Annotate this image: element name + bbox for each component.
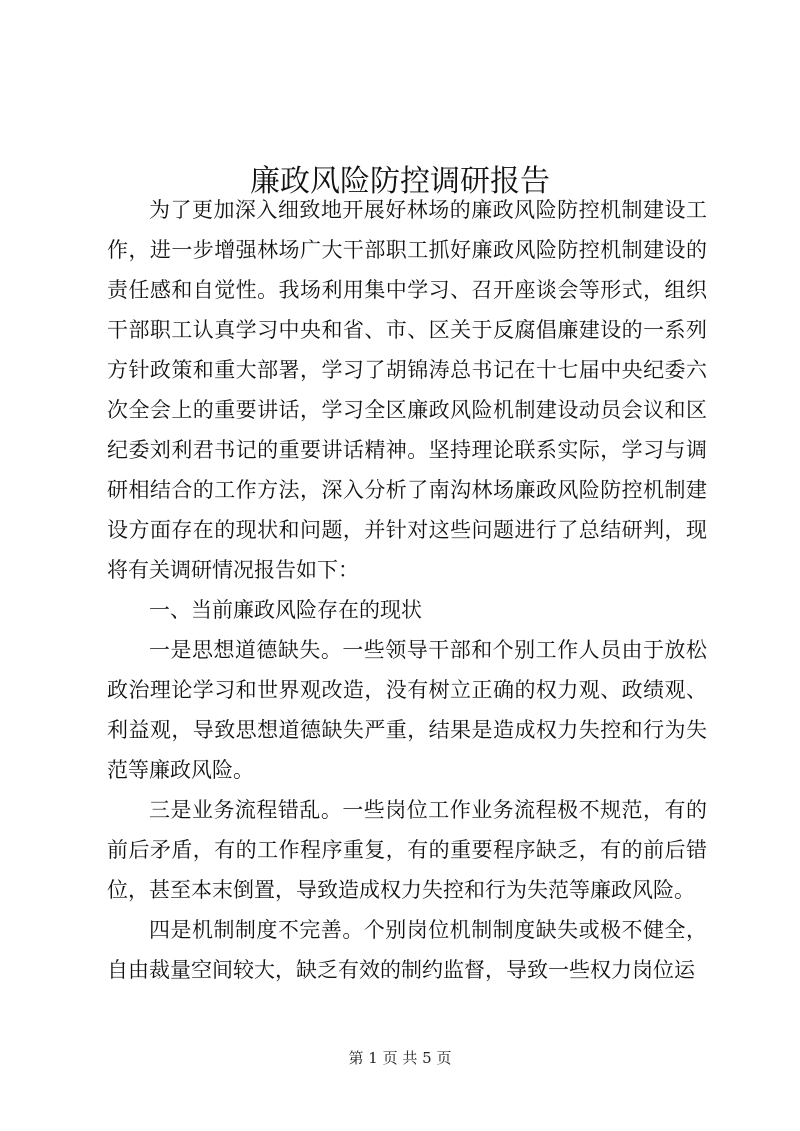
document-title: 廉政风险防控调研报告: [250, 164, 550, 200]
paragraph-point-3: 三是业务流程错乱。一些岗位工作业务流程极不规范，有的前后矛盾，有的工作程序重复，有的重要程序缺乏，有的前后错位，甚至本末倒置，导致造成权力失控和行为失范等廉政风险。: [107, 798, 707, 902]
document-body: [107, 190, 707, 990]
paragraph-point-1: 一是思想道德缺失。一些领导干部和个别工作人员由于放松政治理论学习和世界观改造，没有树立正确的权力观、政绩观、利益观，导致思想道德缺失严重，结果是造成权力失控和行为失范等廉政风险。: [107, 638, 707, 782]
paragraph-point-4: 四是机制制度不完善。个别岗位机制制度缺失或极不健全，自由裁量空间较大，缺乏有效的制约监督，导致一些权力岗位运: [107, 918, 707, 982]
section-heading: 一、当前廉政风险存在的现状: [149, 598, 422, 622]
page-number-footer: 第 1 页 共 5 页: [348, 1049, 452, 1067]
paragraph-intro: 为了更加深入细致地开展好林场的廉政风险防控机制建设工作，进一步增强林场广大干部职工抓好廉政风险防控机制建设的责任感和自觉性。我场利用集中学习、召开座谈会等形式，组织干部职工认真学习中央和省、市、区关于反腐倡廉建设的一系列方针政策和重大部署，学习了胡锦涛总书记在十七届中央纪委六次全会上的重要讲话，学习全区廉政风险机制建设动员会议和区纪委刘利君书记的重要讲话精神。坚持理论联系实际，学习与调研相结合的工作方法，深入分析了南沟林场廉政风险防控机制建设方面存在的现状和问题，并针对这些问题进行了总结研判，现将有关调研情况报告如下：: [107, 198, 707, 582]
